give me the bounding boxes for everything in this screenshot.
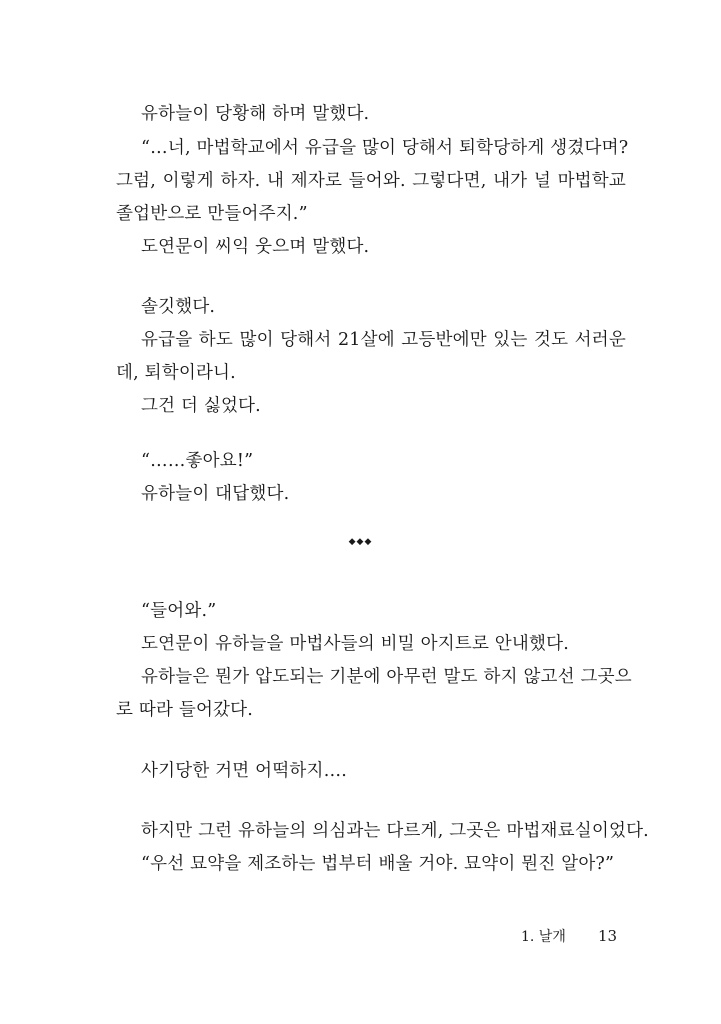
text-line: “…너, 마법학교에서 유급을 많이 당해서 퇴학당하게 생겼다며?: [141, 138, 629, 158]
text-line: 도연문이 씨익 웃으며 말했다.: [141, 237, 370, 257]
text-line: 사기당한 거면 어떡하지….: [141, 761, 348, 781]
text-line: “우선 묘약을 제조하는 법부터 배울 거야. 묘약이 뭔진 알아?”: [141, 854, 615, 874]
text-line: 유하늘이 당황해 하며 말했다.: [141, 104, 370, 124]
text-line: 그건 더 싫었다.: [141, 396, 261, 416]
text-line: “들어와.”: [141, 601, 217, 621]
text-line: 데, 퇴학이라니.: [116, 363, 236, 383]
page-number: 13: [598, 927, 618, 945]
text-line: 유급을 하도 많이 당해서 21살에 고등반에만 있는 것도 서러운: [141, 330, 626, 350]
text-line: 졸업반으로 만들어주지.”: [116, 204, 308, 224]
text-line: “……좋아요!”: [141, 451, 254, 471]
text-line: 하지만 그런 유하늘의 의심과는 다르게, 그곳은 마법재료실이었다.: [141, 821, 649, 841]
text-line: 솔깃했다.: [141, 297, 216, 317]
text-line: 도연문이 유하늘을 마법사들의 비밀 아지트로 안내했다.: [141, 634, 569, 654]
text-line: 그럼, 이렇게 하자. 내 제자로 들어와. 그렇다면, 내가 널 마법학교: [116, 171, 626, 191]
chapter-title: 1. 날개: [521, 929, 566, 945]
section-divider: ◆◆◆: [348, 537, 373, 547]
text-line: 유하늘이 대답했다.: [141, 484, 290, 504]
text-line: 유하늘은 뭔가 압도되는 기분에 아무런 말도 하지 않고선 그곳으: [141, 667, 632, 687]
text-line: 로 따라 들어갔다.: [116, 700, 254, 720]
